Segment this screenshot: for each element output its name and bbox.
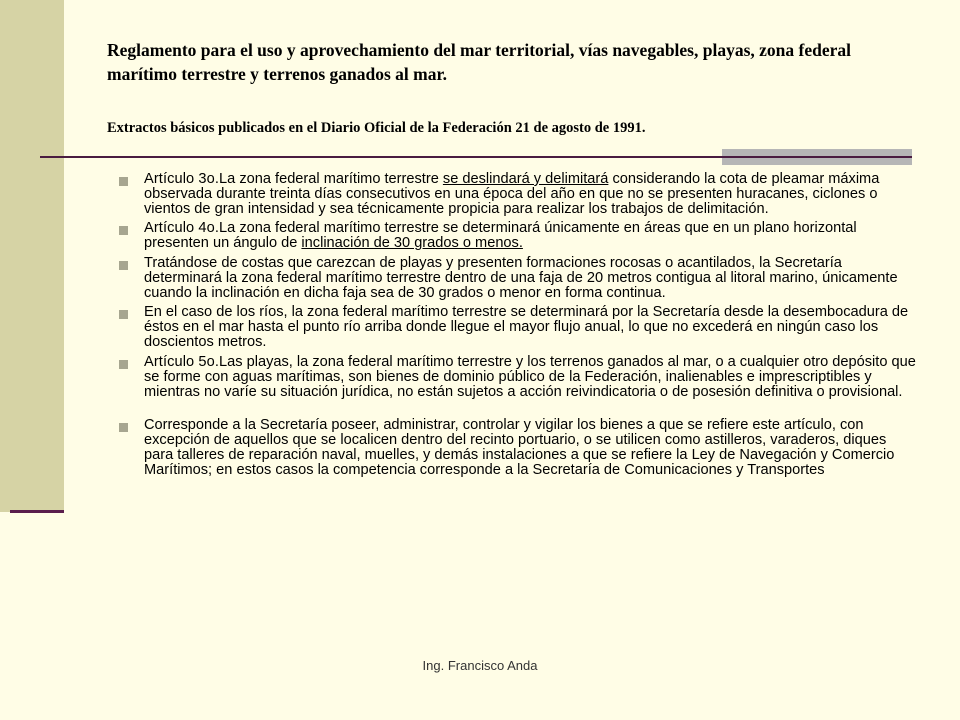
bullet-item-articulo-3 — [119, 172, 919, 217]
bullet-text: Las playas, la zona federal marítimo terrestre y los terrenos ganados al mar, o a cualquier otro depósito que se forme con aguas marítimas, son bienes de dominio público de la Federación, inalienables e imprescriptibles y mientras no varíe su situación jurídica, no están sujetos a acción reivindicatoria o de posesión definitiva o provisional. — [144, 353, 916, 400]
underlined-text: se deslindará y delimitará — [442, 171, 609, 187]
side-band — [0, 0, 64, 512]
bullet-square-icon — [119, 226, 128, 235]
bullet-square-icon — [119, 261, 128, 270]
bullet-item-secretaria — [119, 418, 919, 478]
underlined-text: inclinación de 30 grados o menos. — [301, 235, 523, 252]
slide-subtitle: Extractos básicos publicados en el Diario Oficial de la Federación 21 de agosto de 1991. — [107, 120, 646, 136]
bullet-item-articulo-4 — [119, 221, 919, 251]
bullet-text: Tratándose de costas que carezcan de playas y presenten formaciones rocosas o acantilados, la Secretaría determinará la zona federal marítimo terrestre dentro de una faja de 20 metros contigua al litoral marino, únicamente cuando la inclinación en dicha faja sea de 30 grados o menor en forma continua. — [144, 254, 898, 301]
bullet-square-icon — [119, 177, 128, 186]
bullet-list — [119, 172, 919, 483]
title-rule — [40, 156, 912, 158]
bullet-text: considerando la cota de pleamar máxima observada durante treinta días consecutivos en una época del año en que no se presenten huracanes, ciclones o vientos de gran intensidad y sea técnicamente propicia para realizar los trabajos de delimitación. — [144, 171, 880, 217]
side-band-divider — [10, 510, 64, 513]
bullet-text: Corresponde a la Secretaría poseer, administrar, controlar y vigilar los bienes a que se refiere este artículo, con excepción de aquellos que se localicen dentro del recinto portuario, o se utilicen como astilleros, varaderos, diques para talleres de reparación naval, muelles, y demás instalaciones a que se refiere la Ley de Navegación y Comercio Marítimos; en estos casos la competencia corresponde a la Secretaría de Comunicaciones y Transportes — [144, 417, 895, 479]
bullet-text: La zona federal marítimo terrestre se determinará únicamente en áreas que en un plano horizontal presenten un ángulo de — [144, 220, 857, 252]
bullet-item-costas — [119, 256, 919, 301]
bullet-item-articulo-5 — [119, 355, 919, 400]
bullet-square-icon — [119, 423, 128, 432]
bullet-item-rios — [119, 305, 919, 350]
article-label: Artículo 3o. — [144, 171, 220, 187]
bullet-square-icon — [119, 360, 128, 369]
slide-title: Reglamento para el uso y aprovechamiento del mar territorial, vías navegables, playas, zona federal marítimo terrestre y terrenos ganados al mar. — [107, 40, 851, 84]
slide-footer: Ing. Francisco Anda — [422, 658, 538, 673]
bullet-text: La zona federal marítimo terrestre — [219, 171, 443, 187]
bullet-square-icon — [119, 310, 128, 319]
article-label: Artículo 5o. — [144, 353, 220, 370]
bullet-text: En el caso de los ríos, la zona federal marítimo terrestre se determinará por la Secretaría desde la desembocadura de éstos en el mar hasta el punto río arriba donde llegue el mayor flujo anual, lo que no excederá en ningún caso los doscientos metros. — [144, 304, 909, 351]
article-label: Artículo 4o. — [144, 220, 220, 237]
